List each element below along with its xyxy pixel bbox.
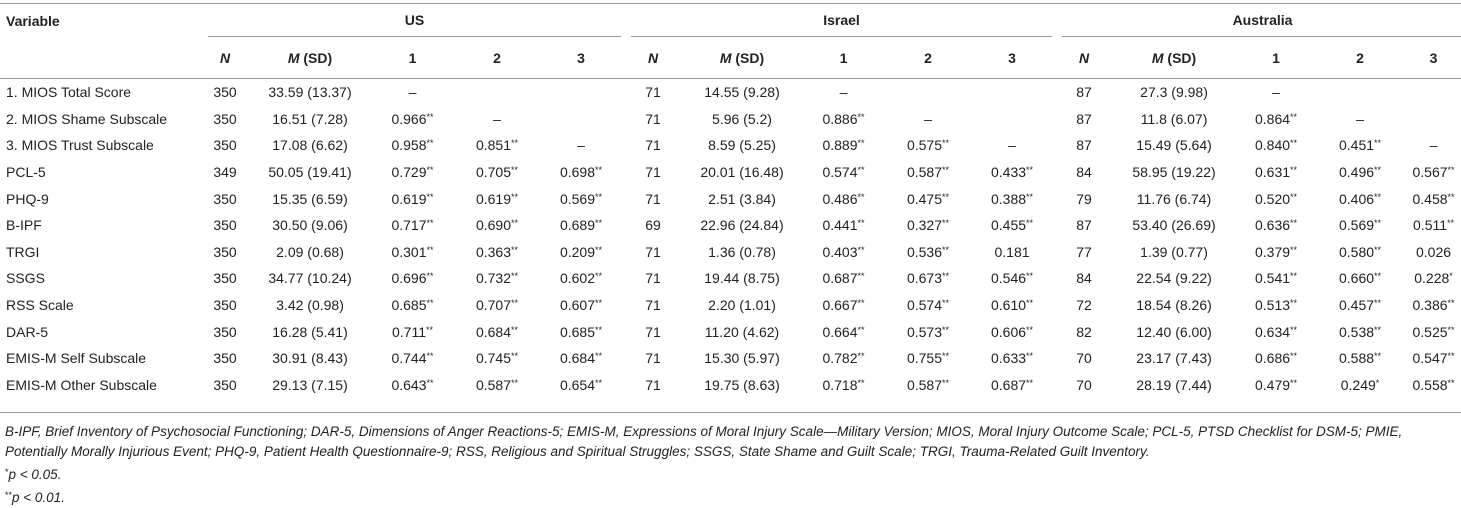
cell-il-2: 0.718** [822,376,865,393]
cell-us-1: 29.13 (7.15) [272,376,348,393]
corr-header-c3-israel: 3 [1008,50,1016,66]
cell-us-3: 0.851** [475,137,519,154]
table-row [0,106,1461,133]
cell-au-0: 70 [1076,376,1092,393]
cell-au-0: 70 [1076,350,1092,367]
cell-il-3: 0.755** [906,350,950,367]
cell-il-1: 1.36 (0.78) [708,243,776,260]
table-row [0,159,1461,186]
corr-header-c3-us: 3 [577,50,585,66]
cell-us-0: 350 [213,323,237,340]
row-label: SSGS [6,270,45,287]
cell-au-3: – [1356,110,1364,127]
cell-au-1: 28.19 (7.44) [1136,376,1212,393]
cell-il-1: 8.59 (5.25) [708,137,776,154]
cell-il-4 [970,79,1054,106]
row-label: B-IPF [6,217,42,234]
row-label: EMIS-M Self Subscale [6,350,147,367]
cell-us-3 [455,79,539,106]
cell-il-0: 71 [645,164,661,181]
cell-il-1: 22.96 (24.84) [700,217,784,234]
cell-us-4: – [577,137,585,154]
significance-note-05: *p < 0.05. [5,467,62,482]
n-header-australia: N [1078,50,1090,66]
cell-us-4: 0.602** [559,270,603,287]
table-row [0,79,1461,106]
cell-au-1: 11.76 (6.74) [1136,190,1212,207]
cell-il-1: 15.30 (5.97) [704,350,780,367]
cell-il-3: 0.573** [906,323,950,340]
cell-il-0: 71 [645,243,661,260]
cell-au-4: 0.458** [1412,190,1455,207]
cell-il-2: – [839,84,848,101]
cell-il-3: 0.575** [906,137,950,154]
cell-au-4: 0.511** [1413,217,1455,234]
cell-il-4: 0.181 [994,243,1030,260]
cell-au-0: 84 [1076,164,1092,181]
abbreviations-note: B-IPF, Brief Inventory of Psychosocial Functioning; DAR-5, Dimensions of Anger Reactions-5; EMIS-M, Expressions of Moral Injury Scale—Military Version; MIOS, Moral Injury Outcome Scale; PCL-5, PTSD Checklist for DSM-5; PMIE, Potentially Morally Injurious Event; PHQ-9, Patient Health Questionnaire-9; RSS, Religious and Spiritual Struggles; SSGS, State Shame and Guilt Scale; TRGI, Trauma-Related Guilt Inventory. [5,424,1403,459]
row-label: DAR-5 [6,323,49,340]
cell-us-4: 0.698** [559,164,603,181]
cell-us-2: 0.685** [391,297,434,314]
significance-note-01: **p < 0.01. [5,490,65,505]
cell-il-4 [970,106,1054,133]
cell-il-2: 0.574** [822,164,865,181]
cell-il-1: 19.44 (8.75) [704,270,780,287]
cell-us-1: 2.09 (0.68) [276,243,344,260]
group-header-us: US [200,4,623,37]
row-label: PHQ-9 [6,190,49,207]
cell-us-0: 350 [213,137,237,154]
cell-us-1: 3.42 (0.98) [276,297,344,314]
row-label: PCL-5 [6,164,46,181]
cell-il-3: 0.587** [906,164,950,181]
row-label: 3. MIOS Trust Subscale [6,137,154,154]
cell-il-2: 0.667** [822,297,865,314]
cell-au-3: 0.660** [1339,270,1382,287]
cell-il-1: 2.51 (3.84) [708,190,776,207]
cell-au-2: 0.513** [1255,297,1298,314]
cell-us-1: 17.08 (6.62) [272,137,348,154]
cell-us-2: 0.696** [391,270,434,287]
cell-il-1: 14.55 (9.28) [704,84,780,101]
cell-au-2: 0.520** [1255,190,1298,207]
cell-us-4: 0.654** [559,376,603,393]
cell-il-3: – [924,110,932,127]
cell-us-0: 350 [213,217,237,234]
cell-au-2: 0.636** [1255,217,1298,234]
cell-us-4: 0.209** [559,243,603,260]
table-row [0,265,1461,292]
cell-us-3: 0.732** [475,270,519,287]
cell-il-4: 0.433** [990,164,1034,181]
cell-il-0: 71 [645,376,661,393]
cell-au-3: 0.451** [1339,137,1382,154]
top-rule [0,3,1461,4]
cell-au-2: 0.864** [1255,110,1298,127]
cell-us-0: 350 [213,84,237,101]
cell-au-4: 0.228* [1414,270,1453,287]
row-label: RSS Scale [6,297,74,314]
cell-au-1: 22.54 (9.22) [1136,270,1212,287]
cell-il-4: 0.633** [990,350,1034,367]
corr-header-c2-israel: 2 [924,50,932,66]
cell-us-0: 350 [213,350,237,367]
cell-au-0: 79 [1076,190,1092,207]
cell-il-0: 71 [645,84,661,101]
row-label: 1. MIOS Total Score [6,84,132,101]
cell-il-0: 71 [645,190,661,207]
corr-header-c1-israel: 1 [839,50,848,66]
cell-us-2: 0.301** [391,243,434,260]
cell-au-4: 0.567** [1412,164,1455,181]
cell-us-3: 0.587** [475,376,519,393]
cell-au-4: 0.026 [1416,243,1452,260]
cell-us-2: 0.643** [391,376,434,393]
corr-header-c1-us: 1 [408,50,417,66]
cell-us-2: 0.958** [391,137,434,154]
cell-au-0: 87 [1076,110,1092,127]
cell-au-2: 0.631** [1255,164,1298,181]
cell-au-4: 0.386** [1412,297,1455,314]
cell-il-3: 0.475** [906,190,950,207]
variable-subheader [0,37,200,79]
row-label: TRGI [6,243,40,260]
cell-il-4: 0.687** [990,376,1034,393]
mean-sd-header-israel: M (SD) [719,50,765,66]
cell-au-3: 0.406** [1339,190,1382,207]
cell-au-3: 0.249* [1340,376,1380,393]
cell-us-2: 0.711** [391,323,433,340]
cell-us-1: 50.05 (19.41) [268,164,352,181]
cell-au-2: 0.379** [1255,243,1298,260]
cell-us-0: 350 [213,297,237,314]
cell-il-1: 19.75 (8.63) [704,376,780,393]
cell-au-3: 0.588** [1339,350,1382,367]
cell-us-4: 0.569** [559,190,603,207]
cell-us-4: 0.685** [559,323,603,340]
cell-us-4 [539,79,623,106]
variable-header: Variable [6,12,60,29]
table-notes [5,422,1455,508]
cell-il-1: 20.01 (16.48) [700,164,784,181]
cell-au-2: 0.686** [1255,350,1298,367]
bottom-rule [0,412,1461,413]
cell-au-4 [1402,79,1461,106]
row-label: EMIS-M Other Subscale [6,376,157,393]
cell-us-3: 0.705** [475,164,519,181]
correlation-table [0,4,1461,398]
cell-au-3: 0.496** [1339,164,1382,181]
cell-il-0: 71 [645,350,661,367]
table-row [0,239,1461,266]
cell-il-0: 71 [645,323,661,340]
corr-header-c1-australia: 1 [1272,50,1280,66]
cell-il-4: 0.610** [990,297,1034,314]
cell-au-4: 0.558** [1412,376,1455,393]
cell-us-1: 34.77 (10.24) [268,270,352,287]
cell-au-2: 0.541** [1255,270,1298,287]
cell-il-3: 0.327** [906,217,950,234]
n-header-us: N [219,50,231,66]
cell-au-2: 0.479** [1255,376,1298,393]
cell-il-2: 0.664** [822,323,865,340]
cell-il-4: 0.388** [990,190,1034,207]
cell-us-0: 350 [213,243,237,260]
cell-il-2: 0.782** [822,350,865,367]
cell-au-1: 53.40 (26.69) [1132,217,1216,234]
cell-au-3: 0.538** [1339,323,1382,340]
cell-us-1: 15.35 (6.59) [272,190,348,207]
cell-au-0: 87 [1076,217,1092,234]
cell-au-1: 1.39 (0.77) [1140,243,1208,260]
cell-il-3: 0.673** [906,270,950,287]
cell-us-0: 350 [213,376,237,393]
cell-us-2: – [408,84,417,101]
cell-us-2: 0.966** [391,110,434,127]
table-row [0,292,1461,319]
cell-au-3: 0.457** [1339,297,1382,314]
cell-il-2: 0.886** [822,110,865,127]
cell-au-3: 0.580** [1339,243,1382,260]
cell-il-1: 5.96 (5.2) [712,110,772,127]
table-row [0,372,1461,399]
corr-header-c2-australia: 2 [1356,50,1364,66]
cell-il-2: 0.687** [822,270,865,287]
cell-us-2: 0.729** [391,164,434,181]
cell-us-1: 30.91 (8.43) [272,350,348,367]
cell-us-2: 0.717** [391,217,434,234]
cell-au-2: 0.634** [1255,323,1298,340]
cell-il-3: 0.587** [906,376,950,393]
cell-au-0: 72 [1076,297,1092,314]
cell-us-2: 0.744** [391,350,434,367]
cell-us-1: 16.51 (7.28) [272,110,348,127]
cell-au-1: 11.8 (6.07) [1140,110,1208,127]
table-row [0,185,1461,212]
cell-il-0: 71 [645,297,661,314]
table-row [0,132,1461,159]
cell-us-4: 0.607** [559,297,603,314]
corr-header-c3-australia: 3 [1429,50,1438,66]
cell-us-3: – [493,110,501,127]
cell-il-0: 71 [645,137,661,154]
group-header-israel: Israel [623,4,1054,37]
cell-il-4: 0.606** [990,323,1034,340]
cell-au-4: 0.547** [1412,350,1455,367]
cell-au-4 [1402,106,1461,133]
cell-il-2: 0.486** [822,190,865,207]
cell-il-0: 71 [645,270,661,287]
cell-il-1: 2.20 (1.01) [708,297,776,314]
cell-il-4: – [1008,137,1016,154]
table-row [0,345,1461,372]
cell-il-1: 11.20 (4.62) [704,323,780,340]
cell-us-3: 0.690** [475,217,519,234]
cell-au-0: 87 [1076,137,1092,154]
cell-au-0: 87 [1076,84,1092,101]
cell-us-3: 0.619** [475,190,519,207]
cell-au-1: 15.49 (5.64) [1136,137,1212,154]
group-header-australia: Australia [1054,4,1461,37]
cell-us-4: 0.689** [559,217,603,234]
cell-us-0: 350 [213,270,237,287]
table-row [0,212,1461,239]
cell-il-0: 69 [645,217,661,234]
cell-il-0: 71 [645,110,661,127]
cell-us-1: 30.50 (9.06) [272,217,348,234]
n-header-israel: N [647,50,659,66]
cell-au-1: 12.40 (6.00) [1136,323,1212,340]
cell-au-0: 82 [1076,323,1092,340]
cell-il-3 [886,79,970,106]
cell-au-2: – [1272,84,1280,101]
table-row [0,318,1461,345]
cell-us-3: 0.363** [475,243,519,260]
cell-il-2: 0.441** [822,217,865,234]
cell-au-2: 0.840** [1255,137,1298,154]
cell-au-0: 84 [1076,270,1092,287]
cell-us-0: 349 [213,164,237,181]
header-rule [0,78,1461,79]
cell-au-3: 0.569** [1339,217,1382,234]
cell-us-4 [539,106,623,133]
cell-au-1: 18.54 (8.26) [1136,297,1212,314]
cell-us-1: 33.59 (13.37) [268,84,352,101]
row-label: 2. MIOS Shame Subscale [6,110,168,127]
mean-sd-header-australia: M (SD) [1151,50,1197,66]
cell-il-3: 0.574** [906,297,950,314]
cell-au-4: 0.525** [1412,323,1455,340]
cell-us-3: 0.745** [475,350,519,367]
mean-sd-header-us: M (SD) [287,50,333,66]
cell-us-3: 0.707** [475,297,519,314]
cell-il-3: 0.536** [906,243,950,260]
cell-au-1: 23.17 (7.43) [1136,350,1212,367]
cell-il-2: 0.889** [822,137,865,154]
cell-au-4: – [1429,137,1438,154]
cell-us-3: 0.684** [475,323,519,340]
cell-us-1: 16.28 (5.41) [272,323,348,340]
cell-il-4: 0.455** [990,217,1034,234]
cell-au-1: 27.3 (9.98) [1140,84,1208,101]
cell-il-2: 0.403** [822,243,865,260]
cell-au-0: 77 [1076,243,1092,260]
cell-us-0: 350 [213,190,237,207]
cell-us-0: 350 [213,110,237,127]
corr-header-c2-us: 2 [493,50,501,66]
cell-il-4: 0.546** [990,270,1034,287]
cell-us-2: 0.619** [391,190,434,207]
cell-au-1: 58.95 (19.22) [1132,164,1216,181]
cell-au-3 [1318,79,1402,106]
cell-us-4: 0.684** [559,350,603,367]
